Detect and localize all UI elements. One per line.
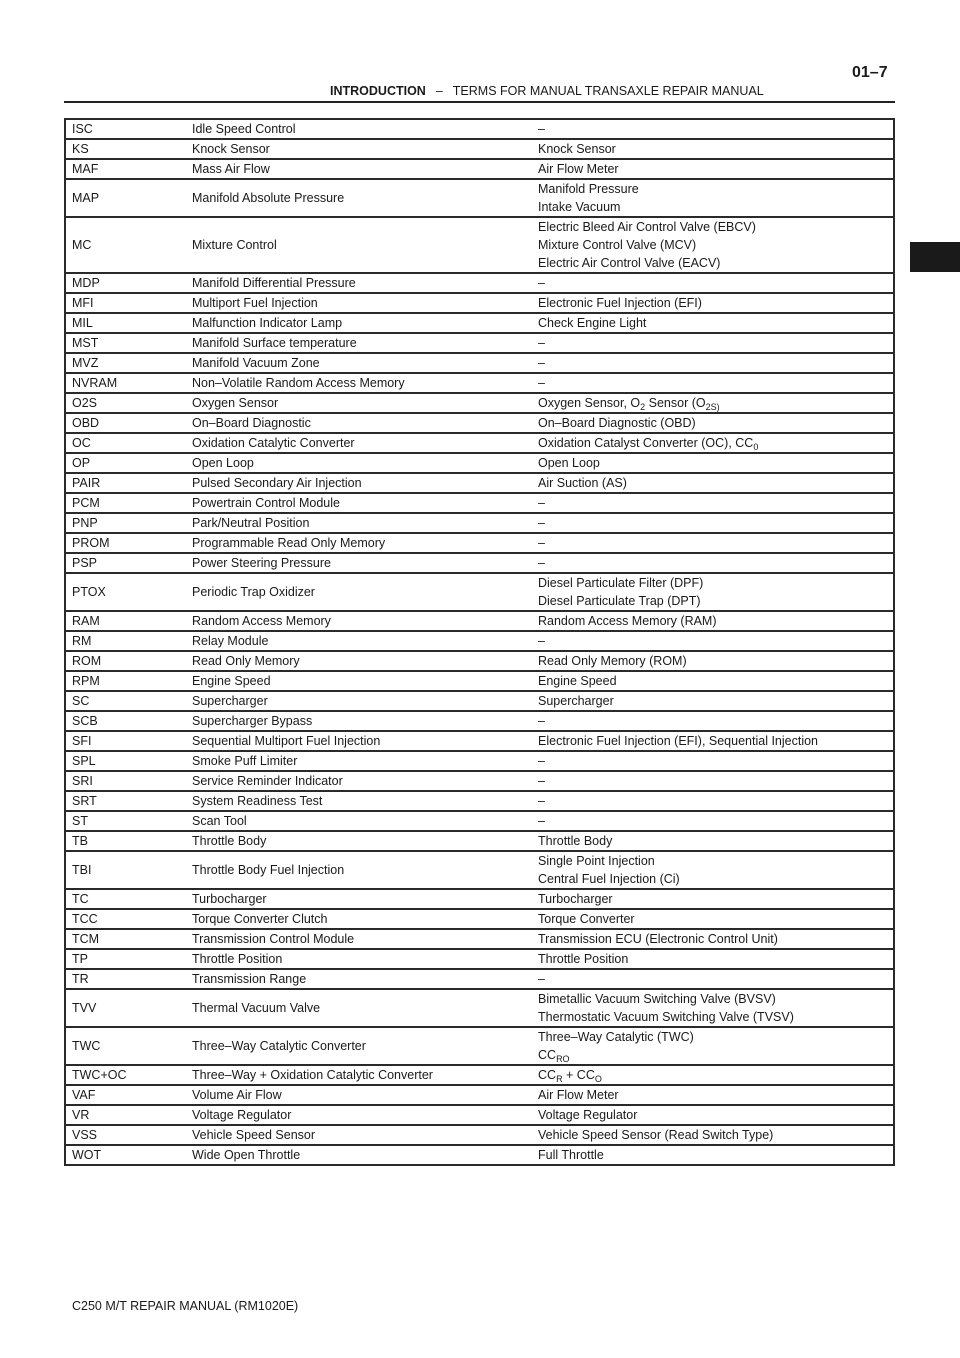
- equivalent-term-line: Electronic Fuel Injection (EFI): [538, 296, 702, 310]
- equivalent-term-cell: [532, 989, 894, 1027]
- terms-table: [64, 118, 895, 1166]
- abbreviation-cell: O2S: [65, 393, 186, 413]
- abbreviation-cell: PNP: [65, 513, 186, 533]
- abbreviation-cell: TCM: [65, 929, 186, 949]
- line-text: Oxidation Catalyst Converter (OC), CC: [538, 436, 754, 450]
- abbreviation-cell: OC: [65, 433, 186, 453]
- equivalent-term-cell: [532, 791, 894, 811]
- abbreviation-cell: MC: [65, 217, 186, 273]
- equivalent-term-line: Read Only Memory (ROM): [538, 654, 687, 668]
- term-cell: Thermal Vacuum Valve: [186, 989, 532, 1027]
- equivalent-term-cell: [532, 771, 894, 791]
- term-cell: Turbocharger: [186, 889, 532, 909]
- table-row: [65, 217, 894, 273]
- equivalent-term-line: Three–Way Catalytic (TWC): [538, 1030, 694, 1044]
- abbreviation-cell: PTOX: [65, 573, 186, 611]
- equivalent-term-cell: [532, 573, 894, 611]
- term-cell: Torque Converter Clutch: [186, 909, 532, 929]
- table-row: [65, 611, 894, 631]
- term-cell: Transmission Control Module: [186, 929, 532, 949]
- table-row: [65, 909, 894, 929]
- running-header: [330, 84, 820, 98]
- equivalent-term-cell: [532, 393, 894, 413]
- equivalent-term-cell: [532, 651, 894, 671]
- table-row: [65, 373, 894, 393]
- header-section: INTRODUCTION: [330, 84, 426, 98]
- table-row: [65, 273, 894, 293]
- table-row: [65, 969, 894, 989]
- equivalent-term-line: Electric Air Control Valve (EACV): [538, 256, 721, 270]
- table-row: [65, 473, 894, 493]
- term-cell: Three–Way + Oxidation Catalytic Converter: [186, 1065, 532, 1085]
- equivalent-term-cell: [532, 553, 894, 573]
- abbreviation-cell: VSS: [65, 1125, 186, 1145]
- equivalent-term-line: –: [538, 356, 545, 370]
- equivalent-term-line: Air Flow Meter: [538, 162, 619, 176]
- abbreviation-cell: PAIR: [65, 473, 186, 493]
- equivalent-term-cell: [532, 179, 894, 217]
- equivalent-term-cell: [532, 711, 894, 731]
- term-cell: Malfunction Indicator Lamp: [186, 313, 532, 333]
- subscript-text: 2S): [705, 402, 720, 412]
- term-cell: Supercharger: [186, 691, 532, 711]
- table-row: [65, 1085, 894, 1105]
- term-cell: Volume Air Flow: [186, 1085, 532, 1105]
- abbreviation-cell: TBI: [65, 851, 186, 889]
- table-row: [65, 1027, 894, 1065]
- equivalent-term-line: Random Access Memory (RAM): [538, 614, 717, 628]
- abbreviation-cell: PROM: [65, 533, 186, 553]
- term-cell: Vehicle Speed Sensor: [186, 1125, 532, 1145]
- table-row: [65, 631, 894, 651]
- equivalent-term-line: Transmission ECU (Electronic Control Unit): [538, 932, 778, 946]
- equivalent-term-cell: [532, 453, 894, 473]
- table-row: [65, 533, 894, 553]
- term-cell: Relay Module: [186, 631, 532, 651]
- table-row: [65, 771, 894, 791]
- equivalent-term-line: Intake Vacuum: [538, 200, 621, 214]
- equivalent-term-cell: [532, 413, 894, 433]
- equivalent-term-cell: [532, 831, 894, 851]
- term-cell: Mixture Control: [186, 217, 532, 273]
- term-cell: Non–Volatile Random Access Memory: [186, 373, 532, 393]
- equivalent-term-line: Thermostatic Vacuum Switching Valve (TVSV): [538, 1010, 794, 1024]
- table-row: [65, 159, 894, 179]
- term-cell: On–Board Diagnostic: [186, 413, 532, 433]
- abbreviation-cell: VR: [65, 1105, 186, 1125]
- term-cell: Programmable Read Only Memory: [186, 533, 532, 553]
- abbreviation-cell: MAP: [65, 179, 186, 217]
- term-cell: Three–Way Catalytic Converter: [186, 1027, 532, 1065]
- table-row: [65, 119, 894, 139]
- equivalent-term-cell: [532, 731, 894, 751]
- equivalent-term-line: Torque Converter: [538, 912, 635, 926]
- equivalent-term-cell: [532, 353, 894, 373]
- term-cell: Transmission Range: [186, 969, 532, 989]
- term-cell: Supercharger Bypass: [186, 711, 532, 731]
- header-separator: –: [435, 84, 443, 98]
- abbreviation-cell: MDP: [65, 273, 186, 293]
- equivalent-term-line: Mixture Control Valve (MCV): [538, 238, 697, 252]
- equivalent-term-line: –: [538, 376, 545, 390]
- abbreviation-cell: SRT: [65, 791, 186, 811]
- abbreviation-cell: TC: [65, 889, 186, 909]
- line-text: CC: [538, 1048, 557, 1062]
- term-cell: Throttle Body: [186, 831, 532, 851]
- equivalent-term-line: –: [538, 972, 545, 986]
- term-cell: Voltage Regulator: [186, 1105, 532, 1125]
- equivalent-term-line: Open Loop: [538, 456, 600, 470]
- term-cell: Sequential Multiport Fuel Injection: [186, 731, 532, 751]
- abbreviation-cell: PSP: [65, 553, 186, 573]
- equivalent-term-line: Bimetallic Vacuum Switching Valve (BVSV): [538, 992, 776, 1006]
- term-cell: Throttle Body Fuel Injection: [186, 851, 532, 889]
- term-cell: Powertrain Control Module: [186, 493, 532, 513]
- term-cell: Periodic Trap Oxidizer: [186, 573, 532, 611]
- equivalent-term-line: Full Throttle: [538, 1148, 604, 1162]
- equivalent-term-line: [538, 1066, 893, 1084]
- term-cell: Manifold Absolute Pressure: [186, 179, 532, 217]
- equivalent-term-line: Air Flow Meter: [538, 1088, 619, 1102]
- equivalent-term-cell: [532, 929, 894, 949]
- abbreviation-cell: SRI: [65, 771, 186, 791]
- term-cell: Wide Open Throttle: [186, 1145, 532, 1165]
- abbreviation-cell: TWC: [65, 1027, 186, 1065]
- abbreviation-cell: ST: [65, 811, 186, 831]
- equivalent-term-cell: [532, 969, 894, 989]
- equivalent-term-cell: [532, 273, 894, 293]
- abbreviation-cell: SC: [65, 691, 186, 711]
- term-cell: Manifold Vacuum Zone: [186, 353, 532, 373]
- equivalent-term-line: –: [538, 634, 545, 648]
- equivalent-term-cell: [532, 1105, 894, 1125]
- term-cell: Smoke Puff Limiter: [186, 751, 532, 771]
- table-row: [65, 791, 894, 811]
- footer-manual-id: C250 M/T REPAIR MANUAL (RM1020E): [72, 1299, 299, 1313]
- abbreviation-cell: RPM: [65, 671, 186, 691]
- equivalent-term-cell: [532, 751, 894, 771]
- table-row: [65, 573, 894, 611]
- table-row: [65, 433, 894, 453]
- equivalent-term-line: Electronic Fuel Injection (EFI), Sequential Injection: [538, 734, 818, 748]
- abbreviation-cell: TB: [65, 831, 186, 851]
- table-row: [65, 1065, 894, 1085]
- table-row: [65, 751, 894, 771]
- equivalent-term-line: Manifold Pressure: [538, 182, 639, 196]
- header-rule: [64, 101, 895, 103]
- table-row: [65, 811, 894, 831]
- equivalent-term-line: Check Engine Light: [538, 316, 647, 330]
- equivalent-term-line: –: [538, 556, 545, 570]
- equivalent-term-line: –: [538, 516, 545, 530]
- equivalent-term-cell: [532, 533, 894, 553]
- abbreviation-cell: VAF: [65, 1085, 186, 1105]
- equivalent-term-line: Single Point Injection: [538, 854, 655, 868]
- equivalent-term-line: –: [538, 774, 545, 788]
- equivalent-term-cell: [532, 909, 894, 929]
- abbreviation-cell: TVV: [65, 989, 186, 1027]
- line-text: Oxygen Sensor, O: [538, 396, 641, 410]
- terms-table-body: [65, 119, 894, 1165]
- equivalent-term-cell: [532, 473, 894, 493]
- table-row: [65, 393, 894, 413]
- equivalent-term-line: [538, 434, 893, 452]
- equivalent-term-line: –: [538, 814, 545, 828]
- equivalent-term-cell: [532, 851, 894, 889]
- subscript-text: RO: [556, 1054, 570, 1064]
- term-cell: Park/Neutral Position: [186, 513, 532, 533]
- equivalent-term-line: Voltage Regulator: [538, 1108, 638, 1122]
- equivalent-term-cell: [532, 159, 894, 179]
- table-row: [65, 453, 894, 473]
- equivalent-term-line: –: [538, 336, 545, 350]
- equivalent-term-line: –: [538, 122, 545, 136]
- term-cell: Oxygen Sensor: [186, 393, 532, 413]
- term-cell: Random Access Memory: [186, 611, 532, 631]
- table-row: [65, 139, 894, 159]
- table-row: [65, 851, 894, 889]
- table-row: [65, 353, 894, 373]
- table-row: [65, 1125, 894, 1145]
- table-row: [65, 313, 894, 333]
- term-cell: Idle Speed Control: [186, 119, 532, 139]
- table-row: [65, 671, 894, 691]
- abbreviation-cell: TWC+OC: [65, 1065, 186, 1085]
- equivalent-term-line: Electric Bleed Air Control Valve (EBCV): [538, 220, 756, 234]
- table-row: [65, 413, 894, 433]
- equivalent-term-line: –: [538, 496, 545, 510]
- term-cell: Manifold Surface temperature: [186, 333, 532, 353]
- equivalent-term-cell: [532, 217, 894, 273]
- term-cell: Throttle Position: [186, 949, 532, 969]
- term-cell: Read Only Memory: [186, 651, 532, 671]
- table-row: [65, 989, 894, 1027]
- equivalent-term-cell: [532, 1145, 894, 1165]
- abbreviation-cell: PCM: [65, 493, 186, 513]
- abbreviation-cell: TCC: [65, 909, 186, 929]
- subscript-text: 2: [640, 402, 646, 412]
- term-cell: Knock Sensor: [186, 139, 532, 159]
- table-row: [65, 1145, 894, 1165]
- equivalent-term-line: Diesel Particulate Trap (DPT): [538, 594, 701, 608]
- equivalent-term-line: Supercharger: [538, 694, 614, 708]
- term-cell: Scan Tool: [186, 811, 532, 831]
- equivalent-term-cell: [532, 949, 894, 969]
- page-number: 01–7: [852, 64, 888, 81]
- equivalent-term-cell: [532, 1065, 894, 1085]
- equivalent-term-cell: [532, 1085, 894, 1105]
- equivalent-term-line: [538, 1046, 893, 1064]
- abbreviation-cell: SFI: [65, 731, 186, 751]
- subscript-text: 0: [753, 442, 759, 452]
- abbreviation-cell: MFI: [65, 293, 186, 313]
- equivalent-term-cell: [532, 691, 894, 711]
- table-row: [65, 493, 894, 513]
- equivalent-term-cell: [532, 811, 894, 831]
- abbreviation-cell: SPL: [65, 751, 186, 771]
- abbreviation-cell: WOT: [65, 1145, 186, 1165]
- abbreviation-cell: MST: [65, 333, 186, 353]
- equivalent-term-line: –: [538, 754, 545, 768]
- abbreviation-cell: OP: [65, 453, 186, 473]
- equivalent-term-cell: [532, 1125, 894, 1145]
- equivalent-term-line: –: [538, 276, 545, 290]
- table-row: [65, 731, 894, 751]
- table-row: [65, 691, 894, 711]
- equivalent-term-cell: [532, 373, 894, 393]
- abbreviation-cell: KS: [65, 139, 186, 159]
- subscript-text: O: [594, 1074, 602, 1084]
- equivalent-term-cell: [532, 513, 894, 533]
- equivalent-term-line: On–Board Diagnostic (OBD): [538, 416, 696, 430]
- equivalent-term-cell: [532, 631, 894, 651]
- term-cell: Multiport Fuel Injection: [186, 293, 532, 313]
- table-row: [65, 333, 894, 353]
- equivalent-term-cell: [532, 293, 894, 313]
- abbreviation-cell: OBD: [65, 413, 186, 433]
- term-cell: Oxidation Catalytic Converter: [186, 433, 532, 453]
- line-text: Sensor (O: [645, 396, 706, 410]
- abbreviation-cell: ROM: [65, 651, 186, 671]
- header-subtitle: TERMS FOR MANUAL TRANSAXLE REPAIR MANUAL: [452, 84, 764, 98]
- term-cell: Engine Speed: [186, 671, 532, 691]
- equivalent-term-cell: [532, 313, 894, 333]
- equivalent-term-line: Throttle Body: [538, 834, 613, 848]
- equivalent-term-line: Central Fuel Injection (Ci): [538, 872, 680, 886]
- equivalent-term-cell: [532, 671, 894, 691]
- term-cell: System Readiness Test: [186, 791, 532, 811]
- term-cell: Open Loop: [186, 453, 532, 473]
- term-cell: Service Reminder Indicator: [186, 771, 532, 791]
- abbreviation-cell: TP: [65, 949, 186, 969]
- table-row: [65, 831, 894, 851]
- term-cell: Mass Air Flow: [186, 159, 532, 179]
- abbreviation-cell: MIL: [65, 313, 186, 333]
- abbreviation-cell: NVRAM: [65, 373, 186, 393]
- equivalent-term-line: –: [538, 714, 545, 728]
- table-row: [65, 553, 894, 573]
- section-tab-marker: [910, 242, 960, 272]
- equivalent-term-cell: [532, 611, 894, 631]
- table-row: [65, 889, 894, 909]
- abbreviation-cell: MAF: [65, 159, 186, 179]
- table-row: [65, 651, 894, 671]
- abbreviation-cell: RM: [65, 631, 186, 651]
- table-row: [65, 293, 894, 313]
- equivalent-term-line: Knock Sensor: [538, 142, 616, 156]
- equivalent-term-cell: [532, 333, 894, 353]
- table-row: [65, 179, 894, 217]
- equivalent-term-cell: [532, 433, 894, 453]
- equivalent-term-line: Air Suction (AS): [538, 476, 627, 490]
- abbreviation-cell: TR: [65, 969, 186, 989]
- line-text: CC: [538, 1068, 557, 1082]
- line-text: + CC: [562, 1068, 595, 1082]
- abbreviation-cell: SCB: [65, 711, 186, 731]
- table-row: [65, 513, 894, 533]
- abbreviation-cell: MVZ: [65, 353, 186, 373]
- equivalent-term-line: [538, 394, 893, 412]
- equivalent-term-cell: [532, 493, 894, 513]
- equivalent-term-line: Throttle Position: [538, 952, 629, 966]
- term-cell: Manifold Differential Pressure: [186, 273, 532, 293]
- equivalent-term-line: Vehicle Speed Sensor (Read Switch Type): [538, 1128, 774, 1142]
- equivalent-term-cell: [532, 1027, 894, 1065]
- abbreviation-cell: ISC: [65, 119, 186, 139]
- table-row: [65, 929, 894, 949]
- equivalent-term-cell: [532, 139, 894, 159]
- equivalent-term-line: –: [538, 794, 545, 808]
- equivalent-term-cell: [532, 889, 894, 909]
- equivalent-term-line: Engine Speed: [538, 674, 617, 688]
- table-row: [65, 949, 894, 969]
- equivalent-term-line: –: [538, 536, 545, 550]
- abbreviation-cell: RAM: [65, 611, 186, 631]
- subscript-text: R: [556, 1074, 563, 1084]
- equivalent-term-cell: [532, 119, 894, 139]
- equivalent-term-line: Turbocharger: [538, 892, 613, 906]
- table-row: [65, 711, 894, 731]
- table-row: [65, 1105, 894, 1125]
- equivalent-term-line: Diesel Particulate Filter (DPF): [538, 576, 704, 590]
- term-cell: Power Steering Pressure: [186, 553, 532, 573]
- term-cell: Pulsed Secondary Air Injection: [186, 473, 532, 493]
